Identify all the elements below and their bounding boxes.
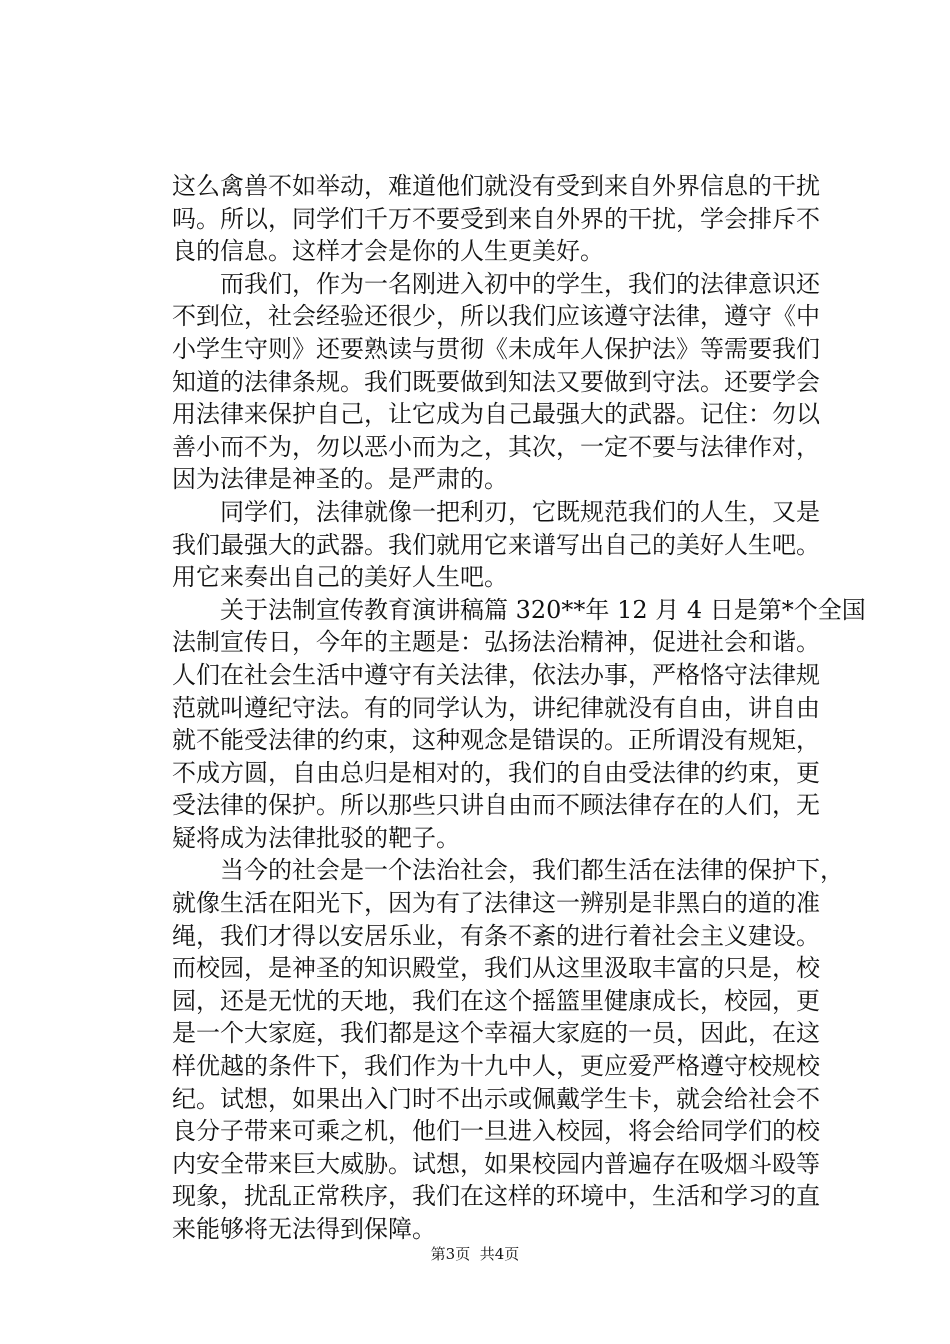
text-line: 同学们，法律就像一把利刃，它既规范我们的人生，又是: [172, 497, 820, 526]
text-line: 不成方圆，自由总归是相对的，我们的自由受法律的约束，更: [172, 758, 820, 787]
text-line: 不到位，社会经验还很少，所以我们应该遵守法律，遵守《中: [172, 302, 820, 331]
text-line: 纪。试想，如果出入门时不出示或佩戴学生卡，就会给社会不: [172, 1084, 820, 1113]
text-line: 人们在社会生活中遵守有关法律，依法办事，严格恪守法律规: [172, 660, 820, 689]
text-line: 现象，扰乱正常秩序，我们在这样的环境中，生活和学习的直: [172, 1182, 820, 1211]
text-line: 法制宣传日，今年的主题是：弘扬法治精神，促进社会和谐。: [172, 628, 820, 657]
text-line: 知道的法律条规。我们既要做到知法又要做到守法。还要学会: [172, 367, 820, 396]
paragraph: [172, 170, 820, 268]
text-line: 样优越的条件下，我们作为十九中人，更应爱严格遵守校规校: [172, 1052, 820, 1081]
text-line: 是一个大家庭，我们都是这个幸福大家庭的一员，因此，在这: [172, 1019, 820, 1048]
text-line: 园，还是无忧的天地，我们在这个摇篮里健康成长，校园，更: [172, 986, 820, 1015]
text-line: 善小而不为，勿以恶小而为之，其次，一定不要与法律作对，: [172, 432, 820, 461]
text-line: 用法律来保护自己，让它成为自己最强大的武器。记住：勿以: [172, 400, 820, 429]
text-line: 范就叫遵纪守法。有的同学认为，讲纪律就没有自由，讲自由: [172, 693, 820, 722]
text-line: 关于法制宣传教育演讲稿篇 320**年 12 月 4 日是第*个全国: [172, 595, 866, 624]
paragraph: [172, 594, 866, 855]
text-line: 来能够将无法得到保障。: [172, 1215, 436, 1243]
text-line: 因为法律是神圣的。是严肃的。: [172, 465, 508, 494]
paragraph: [172, 854, 844, 1245]
text-line: 就像生活在阳光下，因为有了法律这一辨别是非黑白的道的准: [172, 889, 820, 918]
text-line: 疑将成为法律批驳的靶子。: [172, 823, 460, 852]
page-footer: [0, 1244, 950, 1264]
text-line: 良的信息。这样才会是你的人生更美好。: [172, 237, 604, 266]
page-number: 第3页: [430, 1245, 471, 1263]
document-body: [172, 170, 866, 1246]
text-line: 而我们，作为一名刚进入初中的学生，我们的法律意识还: [172, 269, 820, 298]
text-line: 就不能受法律的约束，这种观念是错误的。正所谓没有规矩，: [172, 726, 820, 755]
text-line: 绳，我们才得以安居乐业，有条不紊的进行着社会主义建设。: [172, 921, 820, 950]
paragraph: [172, 268, 820, 496]
page-total: 共4页: [479, 1245, 520, 1263]
text-line: 受法律的保护。所以那些只讲自由而不顾法律存在的人们，无: [172, 791, 820, 820]
text-line: 用它来奏出自己的美好人生吧。: [172, 563, 508, 592]
text-line: 我们最强大的武器。我们就用它来谱写出自己的美好人生吧。: [172, 530, 820, 559]
text-line: 内安全带来巨大威胁。试想，如果校园内普遍存在吸烟斗殴等: [172, 1149, 820, 1178]
paragraph: [172, 496, 820, 594]
text-line: 小学生守则》还要熟读与贯彻《未成年人保护法》等需要我们: [172, 334, 820, 363]
text-line: 而校园，是神圣的知识殿堂，我们从这里汲取丰富的只是，校: [172, 954, 820, 983]
text-line: 良分子带来可乘之机，他们一旦进入校园，将会给同学们的校: [172, 1117, 820, 1146]
text-line: 吗。所以，同学们千万不要受到来自外界的干扰，学会排斥不: [172, 204, 820, 233]
text-line: 这么禽兽不如举动，难道他们就没有受到来自外界信息的干扰: [172, 172, 820, 200]
text-line: 当今的社会是一个法治社会，我们都生活在法律的保护下，: [172, 856, 844, 885]
